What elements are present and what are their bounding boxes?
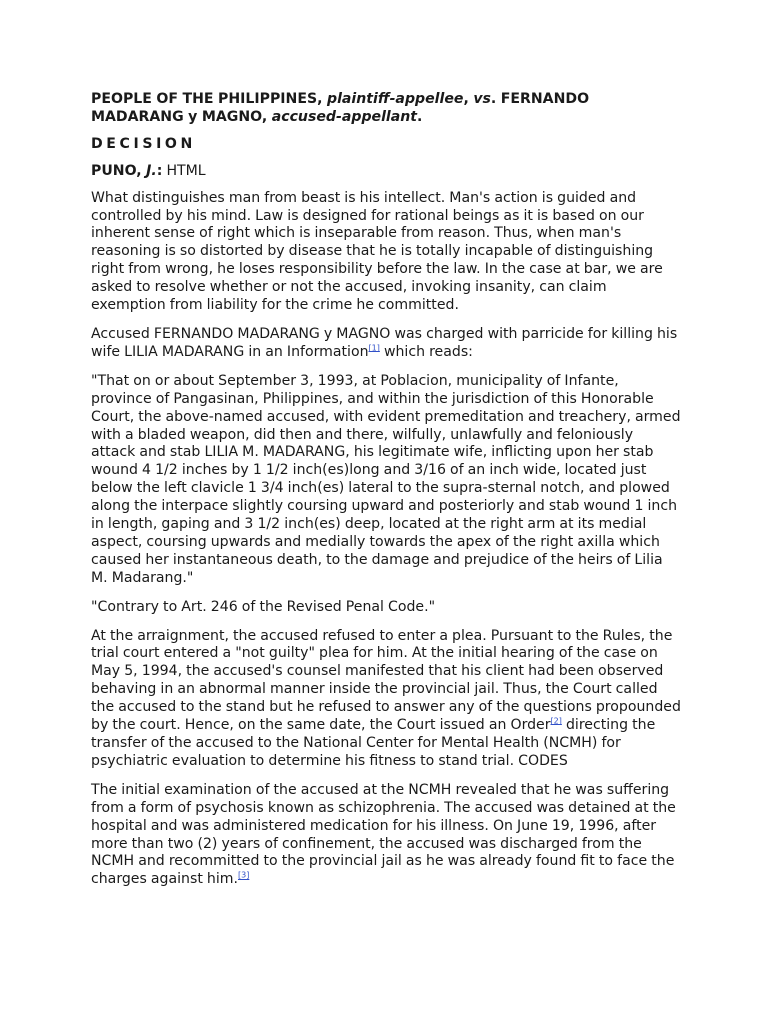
paragraph-charge-text-a: Accused FERNANDO MADARANG y MAGNO was charged with parricide for killing his wife LILIA MADARANG in an Information [91, 325, 678, 360]
decision-heading: DECISION [91, 135, 196, 152]
document-page [91, 91, 681, 900]
plaintiff-role: plaintiff-appellee [326, 91, 464, 107]
accused-role: accused-appellant [271, 108, 418, 125]
party-accused: . FERNANDO MADARANG y MAGNO, [91, 91, 590, 125]
ponente-title: J. [146, 162, 157, 179]
paragraph-examination-text: The initial examination of the accused at the NCMH revealed that he was suffering from a form of psychosis known as schizophrenia. The accused was detained at the hospital and was administered medication for his illness. On June 19, 1996, after more than two (2) years of confinement, the accused was discharged from the NCMH and recommitted to the provincial jail as he was already found fit to face the charges against him. [91, 781, 676, 888]
paragraph-intro: What distinguishes man from beast is his intellect. Man's action is guided and controlled by his mind. Law is designed for rational beings as it is based on our inherent sense of right which is inseparable from reason. Thus, when man's reasoning is so distorted by disease that he is totally incapable of distinguishing right from wrong, he loses responsibility before the law. In the case at bar, we are asked to resolve whether or not the accused, invoking insanity, can claim exemption from liability for the crime he committed. [91, 189, 663, 314]
footnote-link-3[interactable]: [3] [237, 870, 250, 880]
ponente-name: PUNO, [91, 162, 147, 179]
paragraph-charge-text-b: which reads: [379, 343, 473, 360]
ponente-note: HTML [162, 162, 206, 179]
caption-separator: , [463, 91, 474, 107]
caption-end: . [417, 108, 423, 125]
paragraph-arraignment [91, 628, 681, 771]
ponente-colon: : [156, 162, 163, 179]
paragraph-arraignment-text-b: directing the transfer of the accused to the National Center for Mental Health (NCMH) for psychiatric evaluation to determine his fitness to stand trial. CODES [91, 717, 656, 769]
paragraph-charge [91, 326, 681, 362]
versus-label: vs [473, 91, 491, 107]
paragraph-examination [91, 782, 681, 889]
party-plaintiff: PEOPLE OF THE PHILIPPINES, [91, 91, 327, 107]
case-caption [91, 91, 681, 127]
ponente-line [91, 163, 681, 181]
footnote-link-1[interactable]: [1] [368, 343, 380, 353]
paragraph-contrary: "Contrary to Art. 246 of the Revised Penal Code." [91, 598, 436, 615]
footnote-link-2[interactable]: [2] [550, 716, 562, 726]
paragraph-arraignment-text-a: At the arraignment, the accused refused to enter a plea. Pursuant to the Rules, the trial court entered a "not guilty" plea for him. At the initial hearing of the case on May 5, 1994, the accused's counsel manifested that his client had been observed behaving in an abnormal manner inside the provincial jail. Thus, the Court called the accused to the stand but he refused to answer any of the questions propounded by the court. Hence, on the same date, the Court issued an Order [91, 627, 681, 734]
paragraph-information-quote: "That on or about September 3, 1993, at Poblacion, municipality of Infante, province of Pangasinan, Philippines, and within the jurisdiction of this Honorable Court, the above-named accused, with evident premeditation and treachery, armed with a bladed weapon, did then and there, wilfully, unlawfully and feloniously attack and stab LILIA M. MADARANG, his legitimate wife, inflicting upon her stab wound 4 1/2 inches by 1 1/2 inch(es)long and 3/16 of an inch wide, located just below the left clavicle 1 3/4 inch(es) lateral to the supra-sternal notch, and plowed along the interpace slightly coursing upward and posteriorly and stab wound 1 inch in length, gaping and 3 1/2 inch(es) deep, located at the right arm at its medial aspect, coursing upwards and medially towards the apex of the right axilla which caused her instantaneous death, to the damage and prejudice of the heirs of Lilia M. Madarang." [91, 372, 681, 586]
